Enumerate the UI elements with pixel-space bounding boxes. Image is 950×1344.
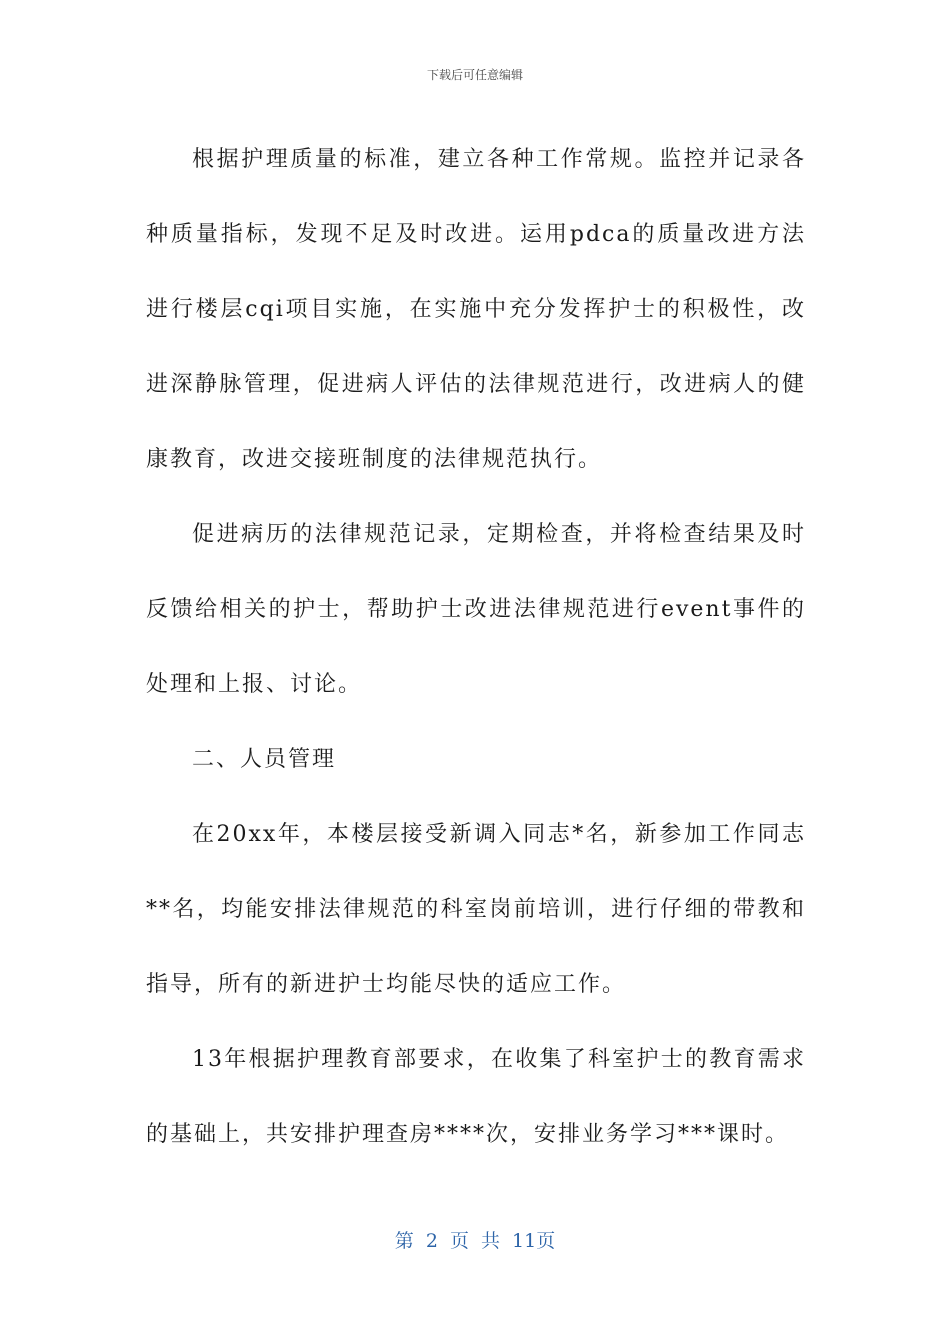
paragraph: 13年根据护理教育部要求，在收集了科室护士的教育需求的基础上，共安排护理查房****次，安排业务学习***课时。: [146, 1047, 806, 1147]
section-heading: 二、人员管理: [192, 747, 337, 772]
paragraph: 根据护理质量的标准，建立各种工作常规。监控并记录各种质量指标，发现不足及时改进。运用pdca的质量改进方法进行楼层cqi项目实施，在实施中充分发挥护士的积极性，改进深静脉管理，促进病人评估的法律规范进行，改进病人的健康教育，改进交接班制度的法律规范执行。: [146, 147, 806, 472]
page-header: 下载后可任意编辑: [426, 68, 523, 82]
document-body: [146, 122, 806, 1172]
paragraph: 在20xx年，本楼层接受新调入同志*名，新参加工作同志**名，均能安排法律规范的科室岗前培训，进行仔细的带教和指导，所有的新进护士均能尽快的适应工作。: [146, 822, 806, 997]
paragraph: 促进病历的法律规范记录，定期检查，并将检查结果及时反馈给相关的护士，帮助护士改进法律规范进行event事件的处理和上报、讨论。: [146, 522, 806, 697]
page-number-footer: 第 2 页 共 11页: [394, 1230, 556, 1252]
